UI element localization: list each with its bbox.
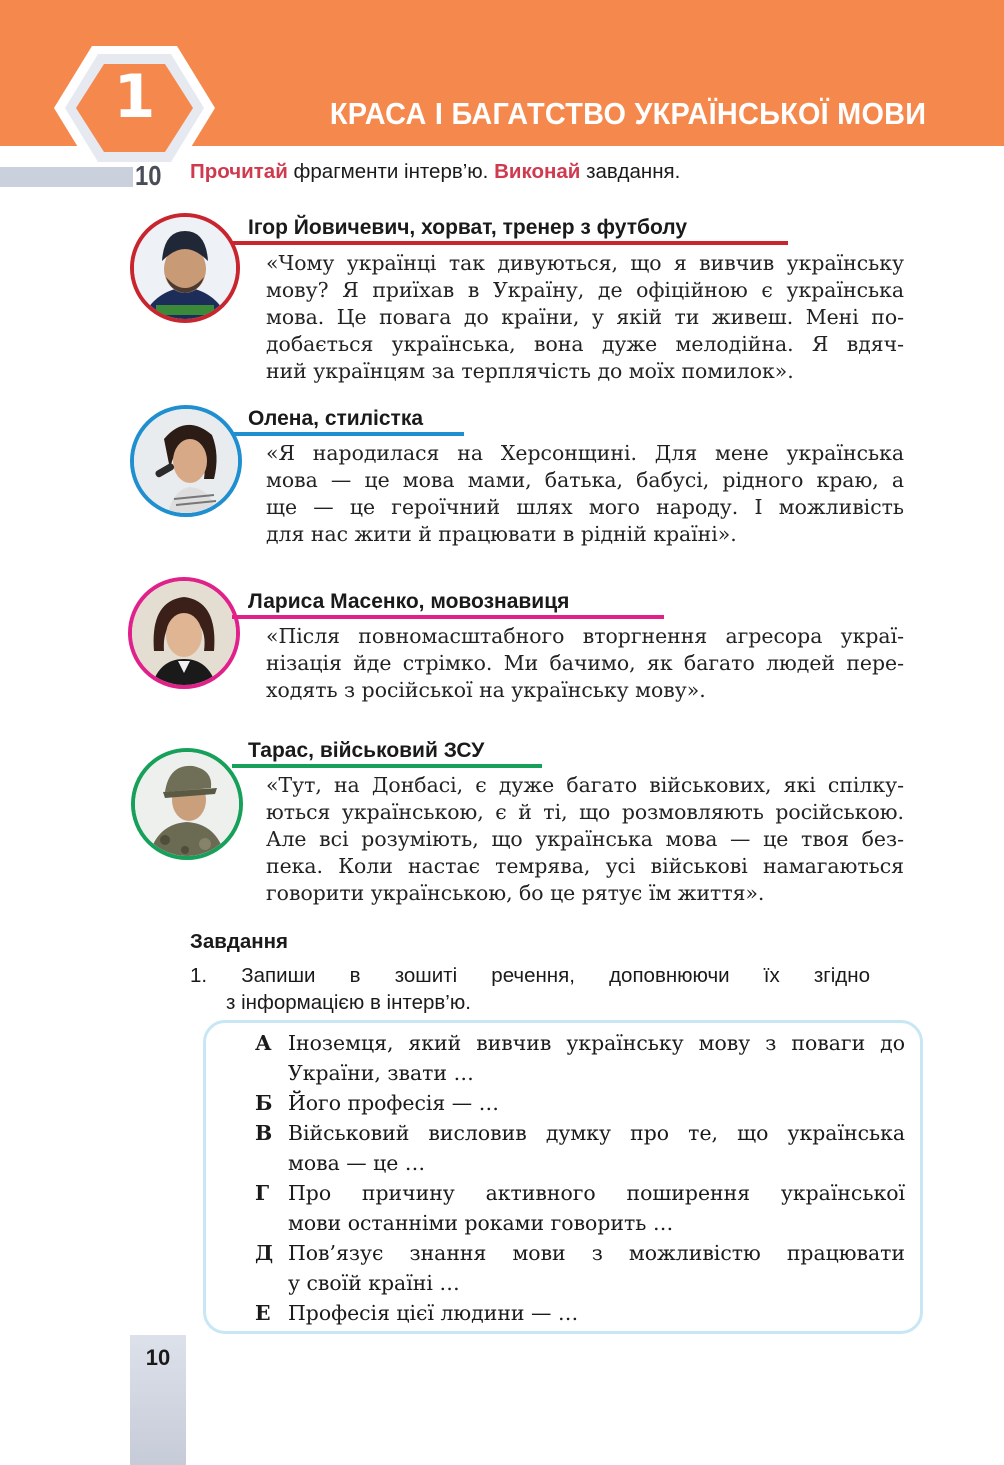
task-instruction xyxy=(190,962,870,1016)
name-underline xyxy=(232,615,664,619)
quote-line: «Тут, на Донбасі, є дуже багато військових, які спілку- xyxy=(266,773,904,797)
quote-line: ходять з російської на українську мову». xyxy=(266,678,706,702)
interview-quote xyxy=(266,440,904,548)
quote-line: говорити українською, бо це рятує їм життя». xyxy=(266,881,765,905)
interview-quote xyxy=(266,250,904,385)
task-heading: Завдання xyxy=(190,930,288,953)
answer-item xyxy=(255,1238,905,1298)
answer-letter: Б xyxy=(255,1091,273,1115)
portrait-stylist-icon xyxy=(134,409,238,513)
portrait-coach-icon xyxy=(134,217,236,319)
answer-line: Пов’язує знання мови з можливістю працювати xyxy=(288,1241,905,1265)
avatar-coach xyxy=(130,213,240,323)
quote-line: Але всі розуміють, що українська мова — це твоя без- xyxy=(266,827,904,851)
answer-item xyxy=(255,1178,905,1238)
quote-line: мова — це мова мами, батька, бабусі, рідного краю, а xyxy=(266,468,904,492)
person-name: Ігор Йовичевич, хорват, тренер з футболу xyxy=(248,216,688,239)
quote-line: ються українською, є й ті, що розмовляють російською. xyxy=(266,800,904,824)
quote-line: добається українська, вона дуже мелодійна. Я вдяч- xyxy=(266,332,904,356)
quote-line: для нас жити й працювати в рідній країні». xyxy=(266,522,737,546)
avatar-stylist xyxy=(130,405,242,517)
answer-letter: А xyxy=(255,1031,272,1055)
portrait-linguist-icon xyxy=(132,581,236,685)
answer-letter: Г xyxy=(255,1181,270,1205)
unit-number: 1 xyxy=(113,62,156,132)
task-line: з інформацією в інтерв’ю. xyxy=(226,991,471,1014)
quote-line: мову? Я приїхав в Україну, де офіційною є українська xyxy=(266,278,904,302)
avatar-soldier xyxy=(131,748,243,860)
answer-item xyxy=(255,1088,905,1118)
exercise-tab xyxy=(0,167,133,187)
interview-quote xyxy=(266,772,904,907)
answer-line: у своїй країні … xyxy=(288,1271,460,1295)
answer-line: мова — це … xyxy=(288,1151,426,1175)
answer-letter: Д xyxy=(255,1241,274,1265)
answer-line: Іноземця, який вивчив українську мову з поваги до xyxy=(288,1031,905,1055)
quote-line: нізація йде стрімко. Ми бачимо, як багато людей пере- xyxy=(266,651,904,675)
unit-title: КРАСА І БАГАТСТВО УКРАЇНСЬКОЇ МОВИ xyxy=(329,96,926,131)
exercise-number: 10 xyxy=(135,160,162,191)
answer-line: Про причину активного поширення української xyxy=(288,1181,905,1205)
task-line: 1. Запиши в зошиті речення, доповнюючи їх згідно xyxy=(190,964,870,987)
quote-line: «Після повномасштабного вторгнення агресора украї- xyxy=(266,624,904,648)
quote-line: ще — це героїчний шлях мого народу. І можливість xyxy=(266,495,904,519)
instruction-keyword-do: Виконай xyxy=(494,160,581,183)
person-name: Тарас, військовий ЗСУ xyxy=(248,739,485,762)
answer-item xyxy=(255,1298,905,1328)
avatar-linguist xyxy=(128,577,240,689)
answer-letter: Е xyxy=(255,1301,271,1325)
instruction-text: фрагменти інтерв’ю. xyxy=(287,160,495,183)
name-underline xyxy=(232,241,788,245)
quote-line: «Я народилася на Херсонщині. Для мене українська xyxy=(266,441,904,465)
interview-quote xyxy=(266,623,904,704)
person-name: Лариса Масенко, мовознавиця xyxy=(248,590,570,613)
page-number: 10 xyxy=(145,1345,171,1370)
quote-line: ний українцям за терплячість до моїх помилок». xyxy=(266,359,794,383)
quote-line: пека. Коли настає темрява, усі військові намагаються xyxy=(266,854,904,878)
instruction-text-end: завдання. xyxy=(580,160,681,183)
person-name: Олена, стилістка xyxy=(248,407,424,430)
name-underline xyxy=(232,764,542,768)
answer-line: України, звати … xyxy=(288,1061,474,1085)
answer-item xyxy=(255,1028,905,1088)
exercise-instruction xyxy=(190,160,680,184)
unit-badge xyxy=(52,44,217,172)
answer-line: Військовий висловив думку про те, що українська xyxy=(288,1121,905,1145)
name-underline xyxy=(232,432,464,436)
answer-line: мови останніми роками говорить … xyxy=(288,1211,674,1235)
portrait-soldier-icon xyxy=(135,752,239,856)
answer-line: Його професія — … xyxy=(288,1091,499,1115)
quote-line: мова. Це повага до країни, у якій ти живеш. Мені по- xyxy=(266,305,904,329)
answer-item xyxy=(255,1118,905,1178)
answer-letter: В xyxy=(255,1121,273,1145)
answer-line: Професія цієї людини — … xyxy=(288,1301,579,1325)
quote-line: «Чому українці так дивуються, що я вивчив українську xyxy=(266,251,904,275)
instruction-keyword-read: Прочитай xyxy=(190,160,288,183)
